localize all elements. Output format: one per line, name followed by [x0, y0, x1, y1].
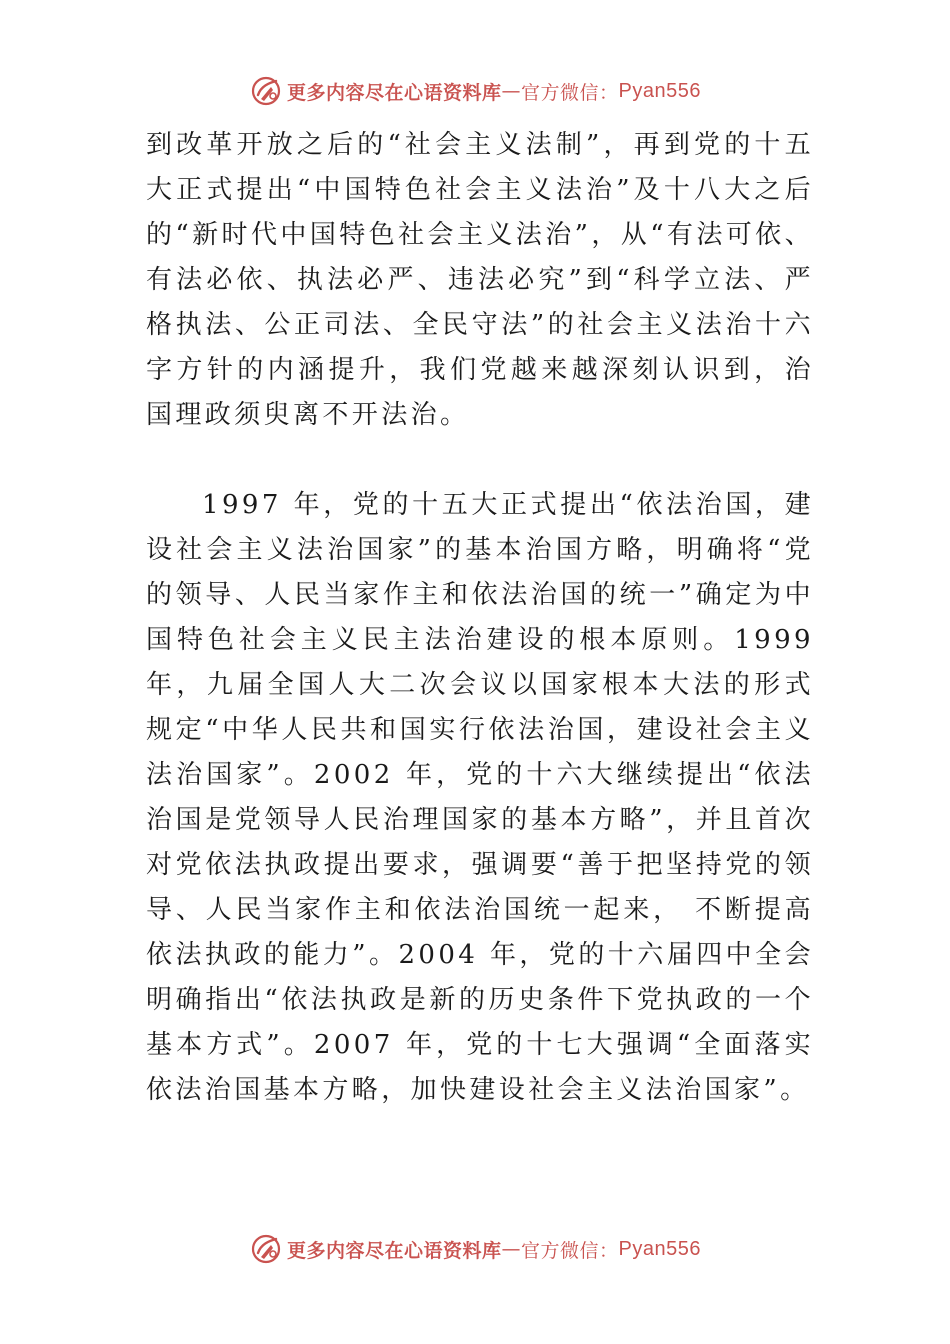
footer-watermark [0, 1232, 950, 1266]
brand-logo-icon [249, 1232, 283, 1266]
brand-logo-icon [249, 74, 283, 108]
paragraph-continuation: 到改革开放之后的“社会主义法制”，再到党的十五大正式提出“中国特色社会主义法治”及十八大之后的“新时代中国特色社会主义法治”，从“有法可依、有法必依、执法必严、违法必究”到“科学立法、严格执法、公正司法、全民守法”的社会主义法治十六字方针的内涵提升，我们党越来越深刻认识到，治国理政须臾离不开法治。 [146, 130, 814, 430]
watermark-wechat-label: 官方微信： [521, 81, 619, 104]
watermark-wechat-label: 官方微信： [521, 1239, 619, 1262]
watermark-wechat-id: Pyan556 [618, 79, 701, 102]
watermark-dash: — [501, 80, 522, 102]
paragraph-history: 1997 年，党的十五大正式提出“依法治国，建设社会主义法治国家”的基本治国方略，明确将“党的领导、人民当家作主和依法治国的统一”确定为中国特色社会主义民主法治建设的根本原则。1999 年，九届全国人大二次会议以国家根本大法的形式规定“中华人民共和国实行依法治国，建设社会主义法治国家”。2002 年，党的十六大继续提出“依法治国是党领导人民治理国家的基本方略”，并且首次对党依法执政提出要求，强调要“善于把坚持党的领导、人民当家作主和依法治国统一起来， 不断提高依法执政的能力”。2004 年，党的十六届四中全会明确指出“依法执政是新的历史条件下党执政的一个基本方式”。2007 年，党的十七大强调“全面落实依法治国基本方略，加快建设社会主义法治国家”。 [146, 490, 814, 1105]
document-body [146, 123, 814, 1113]
watermark-lead-text: 更多内容尽在心语资料库 [287, 1239, 502, 1262]
watermark-lead-text: 更多内容尽在心语资料库 [287, 81, 502, 104]
header-watermark [0, 74, 950, 108]
watermark-dash: — [501, 1238, 522, 1260]
watermark-wechat-id: Pyan556 [618, 1237, 701, 1260]
